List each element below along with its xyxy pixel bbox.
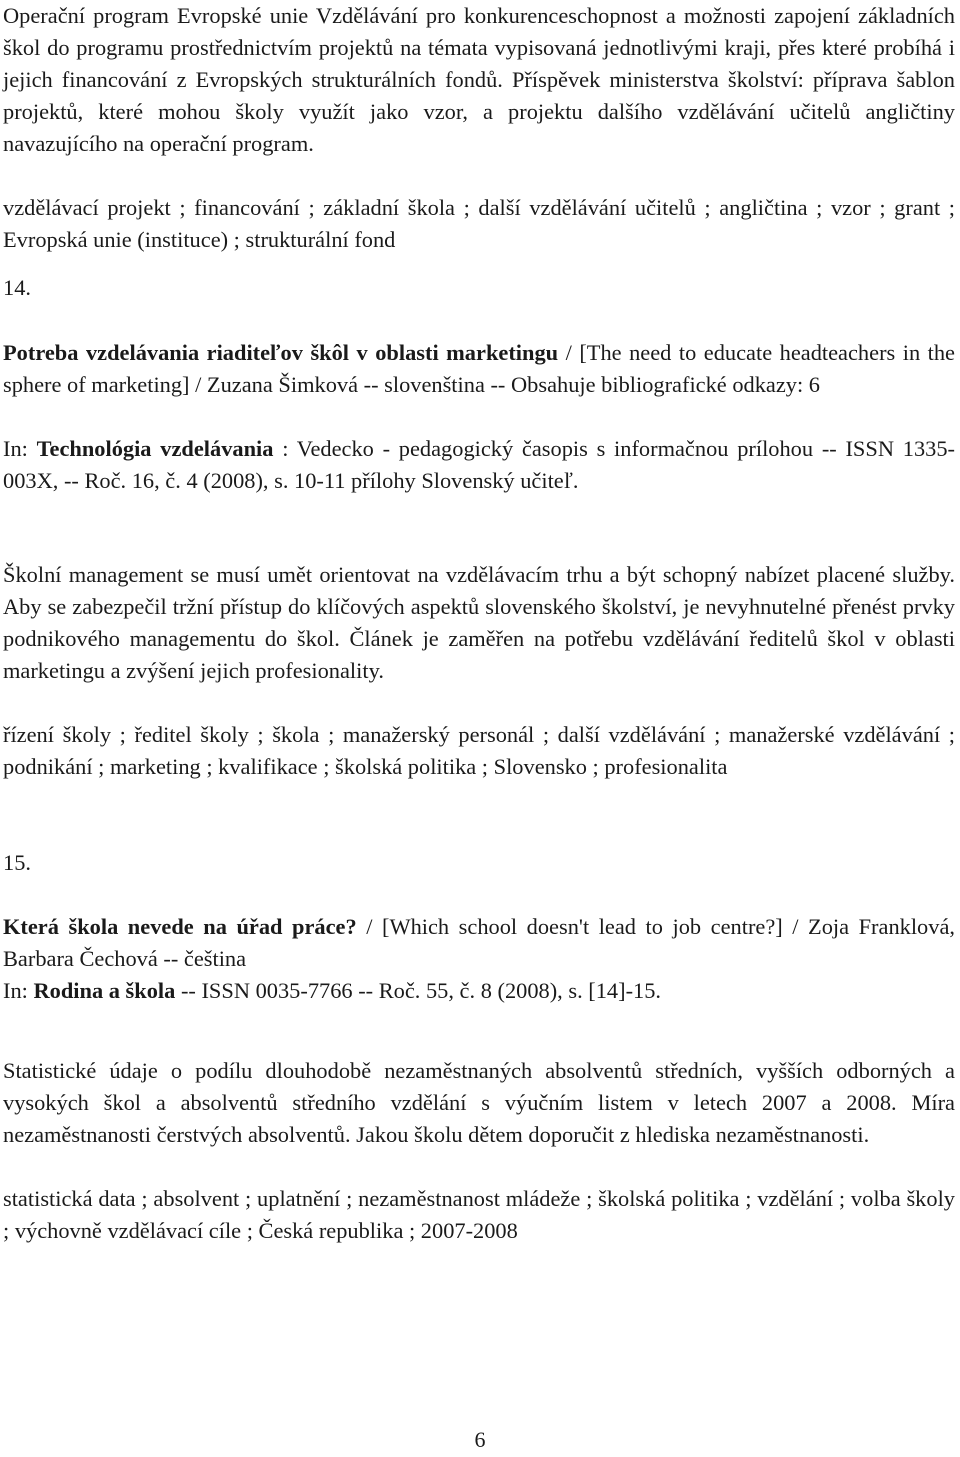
entry-citation	[3, 337, 955, 401]
entry-number: 15.	[3, 850, 31, 875]
entry-title: Potreba vzdelávania riaditeľov škôl v oblasti marketingu	[3, 340, 559, 365]
entry-in-rest: : Vedecko - pedagogický časopis s informačnou prílohou -- ISSN 1335-003X, -- Roč. 16, č. 4 (2008), s. 10-11 přílohy Slovenský učiteľ.	[3, 436, 955, 493]
entry-in-prefix: In:	[3, 978, 34, 1003]
entry-keywords: statistická data ; absolvent ; uplatnění ; nezaměstnanost mládeže ; školská politika ; vzdělání ; volba školy ; výchovně vzdělávací cíle ; Česká republika ; 2007-2008	[3, 1186, 955, 1243]
entry-title-rest: / [Which school doesn't lead to job centre?] / Zoja Franklová, Barbara Čechová -- čeština	[3, 914, 955, 971]
intro-abstract: Operační program Evropské unie Vzdělávání pro konkurenceschopnost a možnosti zapojení základních škol do programu prostřednictvím projektů na témata vypisovaná jednotlivými kraji, přes které probíhá i jejich financování z Evropských strukturálních fondů. Příspěvek ministerstva školství: příprava šablon projektů, které mohou školy využít jako vzor, a projektu dalšího vzdělávání učitelů angličtiny navazujícího na operační program.	[3, 3, 955, 156]
entry-source	[3, 975, 955, 1007]
entry-title-rest: / [The need to educate headteachers in the sphere of marketing] / Zuzana Šimková -- slovenština -- Obsahuje bibliografické odkazy: 6	[3, 340, 955, 397]
entry-title: Která škola nevede na úřad práce?	[3, 914, 357, 939]
entry-number: 14.	[3, 275, 31, 300]
entry-citation	[3, 911, 955, 975]
entry-in-prefix: In:	[3, 436, 37, 461]
entry-source	[3, 433, 955, 497]
entry-journal: Technológia vzdelávania	[36, 436, 274, 461]
entry-journal: Rodina a škola	[33, 978, 176, 1003]
entry-in-rest: -- ISSN 0035-7766 -- Roč. 55, č. 8 (2008), s. [14]-15.	[175, 978, 662, 1003]
page-number: 6	[474, 1427, 486, 1452]
entry-keywords: řízení školy ; ředitel školy ; škola ; manažerský personál ; další vzdělávání ; manažerské vzdělávání ; podnikání ; marketing ; kvalifikace ; školská politika ; Slovensko ; profesionalita	[3, 722, 955, 779]
entry-abstract: Statistické údaje o podílu dlouhodobě nezaměstnaných absolventů středních, vyšších odborných a vysokých škol a absolventů středního vzdělání s výučním listem v letech 2007 a 2008. Míra nezaměstnanosti čerstvých absolventů. Jakou školu dětem doporučit z hlediska nezaměstnanosti.	[3, 1058, 955, 1147]
entry-abstract: Školní management se musí umět orientovat na vzdělávacím trhu a být schopný nabízet placené služby. Aby se zabezpečil tržní přístup do klíčových aspektů slovenského školství, je nevyhnutelné přenést prvky podnikového managementu do škol. Článek je zaměřen na potřebu vzdělávání ředitelů škol v oblasti marketingu a zvýšení jejich profesionality.	[3, 562, 955, 683]
intro-keywords: vzdělávací projekt ; financování ; základní škola ; další vzdělávání učitelů ; angličtina ; vzor ; grant ; Evropská unie (instituce) ; strukturální fond	[3, 195, 955, 252]
